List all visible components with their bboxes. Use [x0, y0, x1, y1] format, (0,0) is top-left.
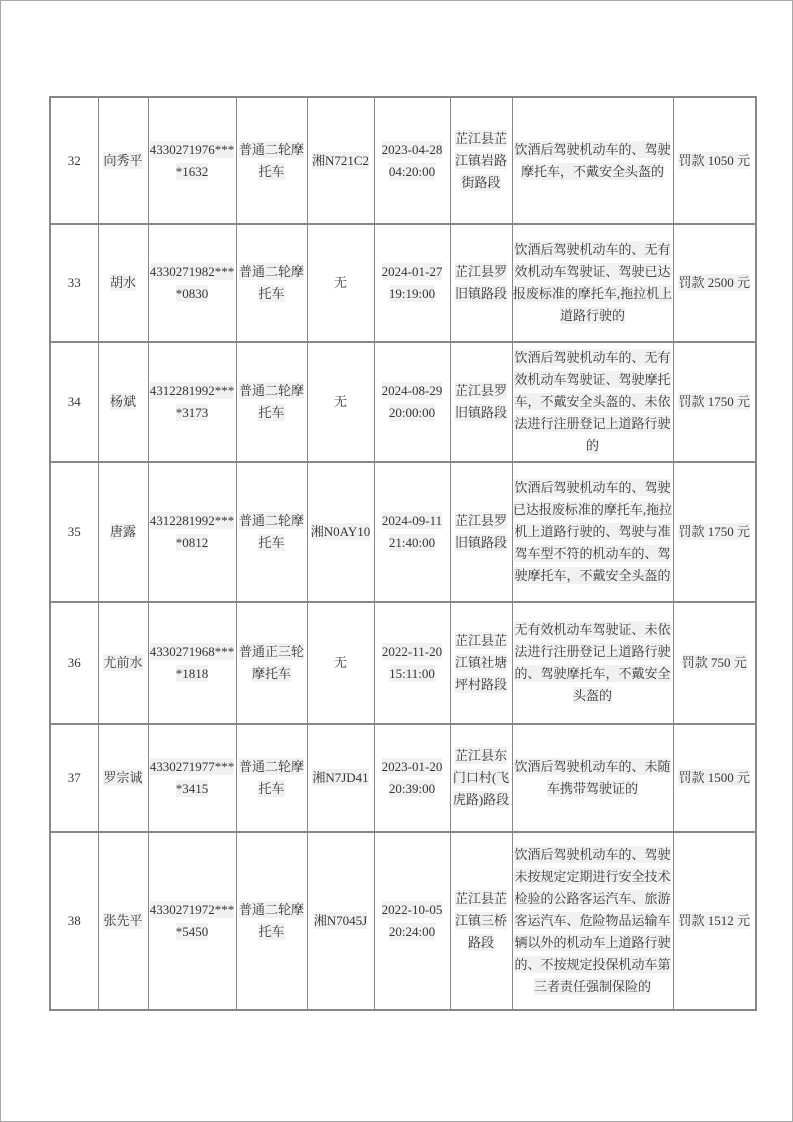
table-row — [50, 97, 756, 224]
plate-number-cell — [307, 224, 374, 342]
location: 芷江县罗旧镇路段 — [454, 513, 507, 550]
vehicle-type-cell — [236, 724, 307, 832]
driver-name-cell — [98, 832, 148, 1010]
fine-cell — [673, 724, 756, 832]
location: 芷江县芷江镇岩路街路段 — [454, 130, 507, 190]
fine-amount: 罚款 1750 元 — [678, 524, 750, 539]
location-cell — [450, 97, 512, 224]
row-number-cell — [50, 97, 98, 224]
violation-records-table — [49, 96, 757, 1011]
violation-time: 2024-01-27 19:19:00 — [381, 264, 443, 301]
id-number: 4330271972****5450 — [149, 902, 235, 939]
violation-time-cell — [374, 97, 450, 224]
vehicle-type-cell — [236, 224, 307, 342]
row-number-cell — [50, 724, 98, 832]
row-number-cell — [50, 832, 98, 1010]
violations-cell — [512, 832, 673, 1010]
plate-number-cell — [307, 602, 374, 724]
driver-name: 向秀平 — [103, 152, 143, 168]
violations: 饮酒后驾驶机动车的、驾驶摩托车，不戴安全头盔的 — [514, 141, 671, 179]
violations: 无有效机动车驾驶证、未依法进行注册登记上道路行驶的、驾驶摩托车，不戴安全头盔的 — [514, 622, 671, 703]
violation-time-cell — [374, 224, 450, 342]
violation-time: 2023-04-28 04:20:00 — [381, 141, 443, 179]
vehicle-type-cell — [236, 832, 307, 1010]
violations: 饮酒后驾驶机动车的、驾驶未按规定定期进行安全技术检验的公路客运汽车、旅游客运汽车、危险物品运输车辆以外的机动车上道路行驶的、不按规定投保机动车第三者责任强制保险的 — [514, 847, 671, 994]
violations-cell — [512, 724, 673, 832]
row-number-cell — [50, 224, 98, 342]
violation-time: 2024-08-29 20:00:00 — [381, 383, 443, 420]
fine-amount: 罚款 1512 元 — [678, 913, 750, 928]
id-number: 4330271976****1632 — [149, 141, 235, 179]
violations-cell — [512, 342, 673, 462]
vehicle-type-cell — [236, 342, 307, 462]
location-cell — [450, 224, 512, 342]
plate-number: 湘N721C2 — [311, 152, 370, 168]
row-number: 35 — [67, 524, 81, 539]
location: 芷江县罗旧镇路段 — [454, 264, 507, 301]
row-number-cell — [50, 342, 98, 462]
row-number: 38 — [67, 913, 81, 928]
violations-cell — [512, 462, 673, 602]
row-number-cell — [50, 602, 98, 724]
plate-number: 无 — [333, 394, 347, 409]
plate-number: 无 — [333, 655, 347, 670]
violations: 饮酒后驾驶机动车的、无有效机动车驾驶证、驾驶已达报废标准的摩托车,拖拉机上道路行驶的 — [512, 242, 673, 323]
driver-name: 尤前水 — [103, 655, 143, 670]
fine-cell — [673, 602, 756, 724]
violation-time-cell — [374, 602, 450, 724]
fine-amount: 罚款 2500 元 — [678, 275, 750, 290]
id-number: 4330271977****3415 — [149, 759, 235, 796]
violation-time: 2022-10-05 20:24:00 — [381, 902, 443, 939]
fine-amount: 罚款 750 元 — [681, 655, 747, 670]
location-cell — [450, 462, 512, 602]
id-number-cell — [148, 462, 236, 602]
driver-name-cell — [98, 342, 148, 462]
vehicle-type: 普通二轮摩托车 — [238, 759, 304, 796]
violation-time: 2024-09-11 21:40:00 — [381, 513, 443, 550]
violation-time-cell — [374, 832, 450, 1010]
row-number: 33 — [67, 275, 81, 290]
violation-time: 2023-01-20 20:39:00 — [381, 759, 443, 796]
fine-amount: 罚款 1500 元 — [678, 770, 750, 785]
row-number-cell — [50, 462, 98, 602]
violations-cell — [512, 224, 673, 342]
plate-number: 无 — [333, 275, 347, 290]
table-row — [50, 342, 756, 462]
driver-name: 胡水 — [109, 275, 136, 290]
location: 芷江县罗旧镇路段 — [454, 383, 507, 420]
driver-name-cell — [98, 462, 148, 602]
id-number-cell — [148, 724, 236, 832]
id-number-cell — [148, 342, 236, 462]
plate-number-cell — [307, 97, 374, 224]
driver-name: 唐露 — [109, 524, 136, 539]
id-number: 4312281992****3173 — [149, 383, 235, 420]
fine-cell — [673, 342, 756, 462]
driver-name: 罗宗诚 — [103, 770, 143, 785]
table-row — [50, 724, 756, 832]
fine-cell — [673, 832, 756, 1010]
fine-cell — [673, 462, 756, 602]
violation-time-cell — [374, 724, 450, 832]
driver-name-cell — [98, 602, 148, 724]
table-row — [50, 832, 756, 1010]
violations: 饮酒后驾驶机动车的、驾驶已达报废标准的摩托车,拖拉机上道路行驶的、驾驶与准驾车型不符的机动车的、驾驶摩托车，不戴安全头盔的 — [512, 480, 673, 583]
plate-number-cell — [307, 462, 374, 602]
driver-name-cell — [98, 224, 148, 342]
id-number: 4330271982****0830 — [149, 264, 235, 301]
vehicle-type-cell — [236, 97, 307, 224]
location: 芷江县芷江镇社塘坪村路段 — [454, 633, 507, 692]
id-number-cell — [148, 224, 236, 342]
id-number-cell — [148, 602, 236, 724]
location-cell — [450, 342, 512, 462]
fine-amount: 罚款 1050 元 — [678, 152, 750, 168]
fine-cell — [673, 224, 756, 342]
table-row — [50, 462, 756, 602]
plate-number-cell — [307, 832, 374, 1010]
vehicle-type: 普通二轮摩托车 — [238, 902, 304, 939]
vehicle-type: 普通二轮摩托车 — [238, 264, 304, 301]
driver-name: 杨斌 — [109, 394, 136, 409]
driver-name-cell — [98, 97, 148, 224]
location-cell — [450, 724, 512, 832]
violations-cell — [512, 602, 673, 724]
location-cell — [450, 602, 512, 724]
location: 芷江县芷江镇三桥路段 — [454, 891, 507, 950]
violations-cell — [512, 97, 673, 224]
location-cell — [450, 832, 512, 1010]
plate-number-cell — [307, 342, 374, 462]
row-number: 32 — [67, 152, 81, 168]
plate-number: 湘N7045J — [313, 913, 368, 928]
vehicle-type-cell — [236, 602, 307, 724]
vehicle-type: 普通正三轮摩托车 — [238, 644, 304, 681]
fine-amount: 罚款 1750 元 — [678, 394, 750, 409]
id-number: 4312281992****0812 — [149, 513, 235, 550]
vehicle-type: 普通二轮摩托车 — [238, 383, 304, 420]
plate-number: 湘N0AY10 — [310, 524, 371, 539]
plate-number: 湘N7JD41 — [312, 770, 369, 785]
row-number: 37 — [67, 770, 81, 785]
violation-time-cell — [374, 342, 450, 462]
vehicle-type-cell — [236, 462, 307, 602]
row-number: 36 — [67, 655, 81, 670]
driver-name-cell — [98, 724, 148, 832]
violations: 饮酒后驾驶机动车的、未随车携带驾驶证的 — [514, 759, 671, 796]
id-number-cell — [148, 97, 236, 224]
id-number: 4330271968****1818 — [149, 644, 235, 681]
vehicle-type: 普通二轮摩托车 — [238, 513, 304, 550]
plate-number-cell — [307, 724, 374, 832]
vehicle-type: 普通二轮摩托车 — [238, 141, 304, 179]
row-number: 34 — [67, 394, 81, 409]
violation-time-cell — [374, 462, 450, 602]
table-row — [50, 602, 756, 724]
fine-cell — [673, 97, 756, 224]
violations: 饮酒后驾驶机动车的、无有效机动车驾驶证、驾驶摩托车，不戴安全头盔的、未依法进行注册登记上道路行驶的 — [514, 350, 671, 453]
id-number-cell — [148, 832, 236, 1010]
table-row — [50, 224, 756, 342]
violation-time: 2022-11-20 15:11:00 — [381, 644, 443, 681]
location: 芷江县东门口村(飞虎路)路段 — [452, 748, 510, 807]
driver-name: 张先平 — [103, 913, 143, 928]
